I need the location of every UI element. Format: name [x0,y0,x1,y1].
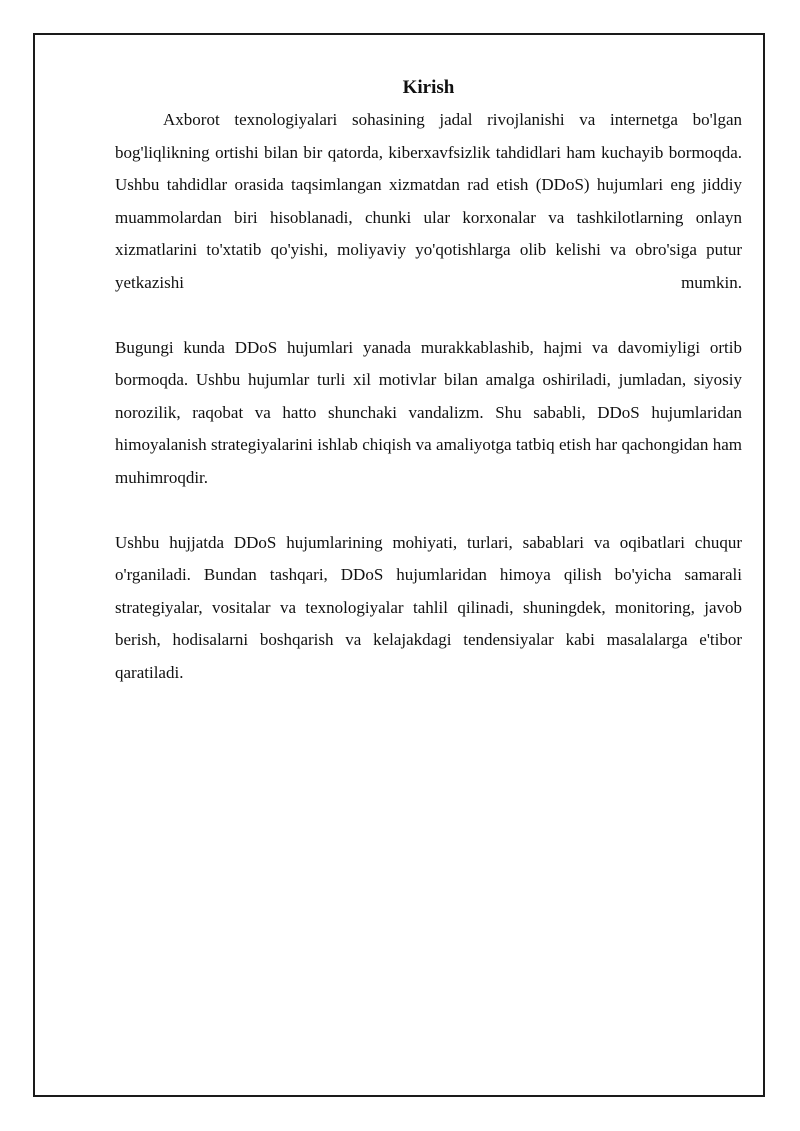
paragraph-intro: Axborot texnologiyalari sohasining jadal rivojlanishi va internetga bo'lgan bog'liqlikning ortishi bilan bir qatorda, kiberxavfsizlik tahdidlari ham kuchayib bormoqda. Ushbu tahdidlar orasida taqsimlangan xizmatdan rad etish (DDoS) hujumlari eng jiddiy muammolardan biri hisoblanadi, chunki ular korxonalar va tashkilotlarning onlayn xizmatlarini to'xtatib qo'yishi, moliyaviy yo'qotishlarga olib kelishi va obro'siga putur yetkazishi mumkin. [115,110,742,292]
paragraph-spacer [115,299,742,332]
paragraph-ddos-trends: Bugungi kunda DDoS hujumlari yanada murakkablashib, hajmi va davomiyligi ortib bormoqda. Ushbu hujumlar turli xil motivlar bilan amalga oshiriladi, jumladan, siyosiy norozilik, raqobat va hatto shunchaki vandalizm. Shu sababli, DDoS hujumlaridan himoyalanish strategiyalarini ishlab chiqish va amaliyotga tatbiq etish har qachongidan ham muhimroqdir. [115,337,742,487]
document-title: Kirish [402,77,455,98]
document-body [115,76,742,689]
paragraph-document-scope: Ushbu hujjatda DDoS hujumlarining mohiyati, turlari, sabablari va oqibatlari chuqur o'rganiladi. Bundan tashqari, DDoS hujumlaridan himoya qilish bo'yicha samarali strategiyalar, vositalar va texnologiyalar tahlil qilinadi, shuningdek, monitoring, javob berish, hodisalarni boshqarish va kelajakdagi tendensiyalar kabi masalalarga e'tibor qaratiladi. [115,532,742,682]
paragraph-spacer [115,494,742,527]
